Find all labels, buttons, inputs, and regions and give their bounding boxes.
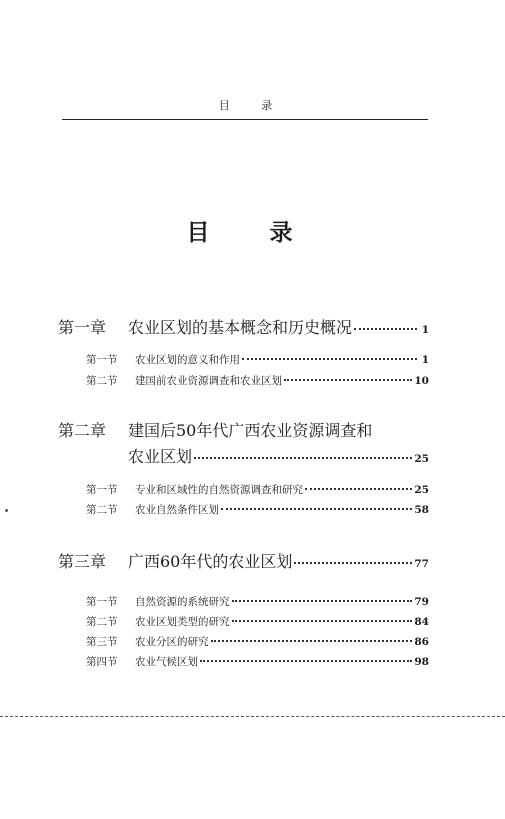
page-number: 25 (414, 453, 429, 465)
page-number: 25 (414, 484, 429, 496)
toc-section-1-1[interactable] (86, 352, 429, 367)
toc-section-3-2[interactable] (86, 614, 429, 629)
page-number: 1 (421, 324, 429, 336)
section-title: 农业分区的研究 (135, 636, 209, 648)
toc-section-3-3[interactable] (86, 634, 429, 649)
scan-speck (5, 509, 8, 512)
toc-chapter-3[interactable] (58, 549, 429, 572)
dot-leader (200, 660, 412, 662)
section-title: 自然资源的系统研究 (135, 596, 230, 608)
toc-section-3-4[interactable] (86, 654, 429, 669)
section-title: 农业区划的意义和作用 (135, 354, 240, 366)
dot-leader (221, 508, 412, 510)
toc-chapter-2[interactable] (58, 418, 372, 441)
chapter-title: 农业区划的基本概念和历史概况 (128, 318, 353, 337)
page-number: 1 (421, 354, 429, 366)
page-number: 84 (414, 616, 429, 628)
toc-section-1-2[interactable] (86, 373, 429, 388)
section-number: 第一节 (86, 484, 118, 496)
toc-chapter-1[interactable] (58, 315, 429, 338)
section-title: 农业自然条件区划 (135, 504, 219, 516)
dot-leader (232, 600, 413, 602)
page-number: 79 (414, 596, 429, 608)
dot-leader (354, 328, 417, 330)
section-number: 第一节 (86, 354, 118, 366)
footer-rule (0, 716, 505, 717)
dot-leader (211, 640, 413, 642)
dot-leader (284, 379, 412, 381)
toc-section-2-2[interactable] (86, 502, 429, 517)
chapter-title: 广西60年代的农业区划 (128, 552, 293, 571)
toc-section-2-1[interactable] (86, 482, 429, 497)
page-title: 目 录 (186, 219, 319, 246)
section-number: 第二节 (86, 504, 118, 516)
dot-leader (242, 358, 417, 360)
chapter-number: 第三章 (58, 552, 107, 571)
dot-leader (294, 562, 412, 564)
page-number: 77 (414, 558, 429, 570)
dot-leader (305, 488, 412, 490)
section-number: 第二节 (86, 375, 118, 387)
section-number: 第四节 (86, 656, 118, 668)
dot-leader (232, 620, 413, 622)
page-number: 86 (414, 636, 429, 648)
section-title: 建国前农业资源调查和农业区划 (135, 375, 282, 387)
section-title: 农业气候区划 (135, 656, 198, 668)
dot-leader (194, 457, 412, 459)
chapter-title-line1: 建国后50年代广西农业资源调查和 (128, 421, 373, 440)
section-title: 农业区划类型的研究 (135, 616, 230, 628)
page-number: 58 (414, 504, 429, 516)
chapter-number: 第一章 (58, 318, 107, 337)
chapter-number: 第二章 (58, 421, 107, 440)
section-title: 专业和区域性的自然资源调查和研究 (135, 484, 303, 496)
section-number: 第二节 (86, 616, 118, 628)
section-number: 第一节 (86, 596, 118, 608)
page-number: 98 (414, 656, 429, 668)
running-header: 目 录 (218, 99, 287, 112)
chapter-title-line2: 农业区划 (128, 447, 193, 466)
page-number: 10 (414, 375, 429, 387)
toc-chapter-2-continued[interactable] (128, 444, 429, 467)
section-number: 第三节 (86, 636, 118, 648)
toc-section-3-1[interactable] (86, 594, 429, 609)
